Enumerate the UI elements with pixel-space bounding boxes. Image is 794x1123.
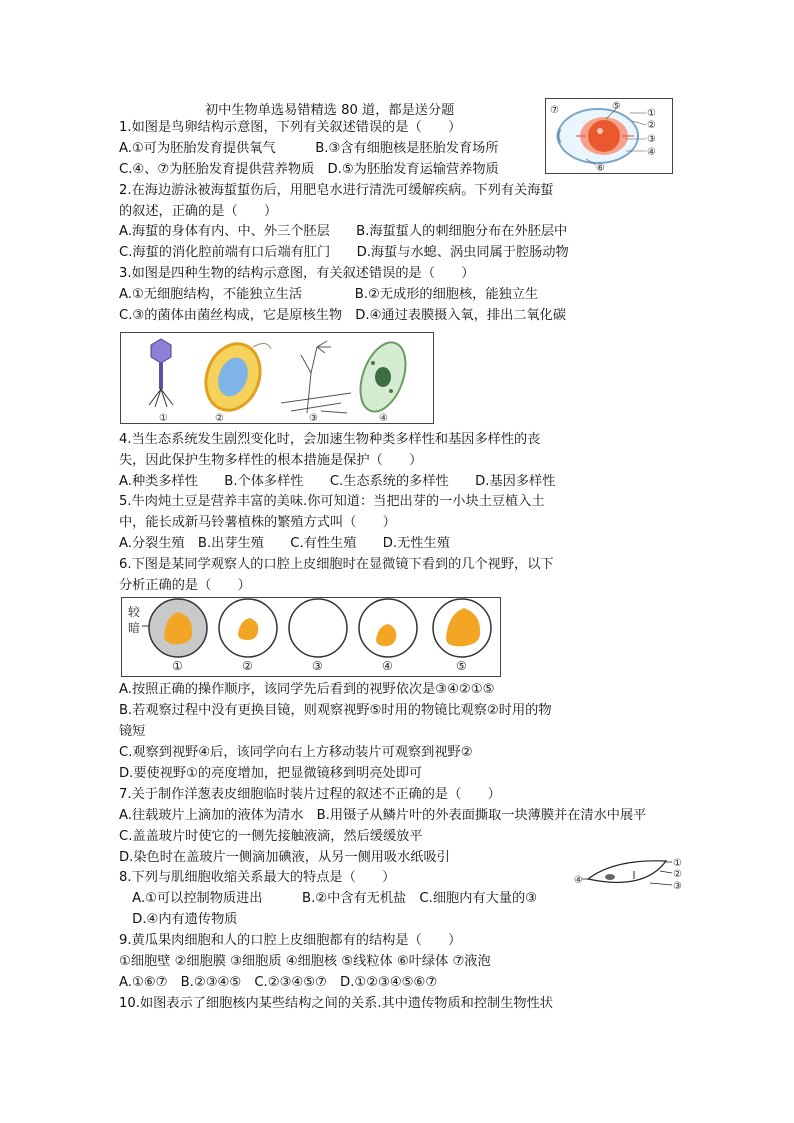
- q8-stem: 8.下列与肌细胞收缩关系最大的特点是（ ）: [119, 870, 396, 885]
- q1-stem: 1.如图是鸟卵结构示意图，下列有关叙述错误的是（ ）: [119, 120, 462, 135]
- q6-option-d: D.要使视野①的亮度增加，把显微镜移到明亮处即可: [119, 766, 423, 781]
- egg-label-3: ③: [647, 134, 656, 145]
- field-1: [149, 599, 207, 657]
- q8-options-abc: A.①可以控制物质进出 B.②中含有无机盐 C.细胞内有大量的③: [119, 891, 537, 906]
- q6-option-c: C.观察到视野④后，该同学向右上方移动装片可观察到视野②: [119, 745, 473, 760]
- bacterium-drawing: [197, 336, 271, 418]
- q3-stem: 3.如图是四种生物的结构示意图，有关叙述错误的是（ ）: [119, 266, 475, 281]
- q7-stem: 7.关于制作洋葱表皮细胞临时装片过程的叙述不正确的是（ ）: [119, 787, 501, 802]
- q5-options: A.分裂生殖 B.出芽生殖 C.有性生殖 D.无性生殖: [119, 536, 450, 551]
- q3-options-ab: A.①无细胞结构，不能独立生活 B.②无成形的细胞核，能独立生: [119, 287, 539, 302]
- field-5: [433, 599, 491, 657]
- organism-label-3: ③: [309, 413, 318, 423]
- egg-label-2: ②: [647, 120, 656, 131]
- field-4: [359, 599, 417, 657]
- q4-options: A.种类多样性 B.个体多样性 C.生态系统的多样性 D.基因多样性: [119, 474, 556, 489]
- field-3: [289, 599, 347, 657]
- q7-option-d: D.染色时在盖玻片一侧滴加碘液，从另一侧用吸水纸吸引: [119, 850, 450, 865]
- q10-stem: 10.如图表示了细胞核内某些结构之间的关系.其中遗传物质和控制生物性状: [119, 996, 553, 1011]
- organisms-illustration: [121, 333, 433, 423]
- egg-label-1: ①: [647, 108, 656, 119]
- q1-options-cd: C.④、⑦为胚胎发育提供营养物质 D.⑤为胚胎发育运输营养物质: [119, 162, 499, 177]
- q6-stem-line2: 分析正确的是（ ）: [119, 578, 251, 593]
- field-2: [219, 599, 277, 657]
- q5-stem-line2: 中，能长成新马铃薯植株的繁殖方式叫（ ）: [119, 515, 396, 530]
- egg-label-5: ⑤: [612, 101, 621, 112]
- organism-label-4: ④: [379, 413, 388, 423]
- muscle-label-1: ①: [673, 858, 682, 869]
- dark-label-1: 较: [128, 605, 141, 619]
- q1-options-ab: A.①可为胚胎发育提供氧气 B.③含有细胞核是胚胎发育场所: [119, 141, 499, 156]
- q9-options: A.①⑥⑦ B.②③④⑤ C.②③④⑤⑦ D.①②③④⑤⑥⑦: [119, 975, 438, 990]
- q6-option-b: B.若观察过程中没有更换目镜，则观察视野⑤时用的物镜比观察②时用的物: [119, 703, 552, 718]
- q6-option-b-cont: 镜短: [119, 724, 146, 739]
- egg-label-4: ④: [647, 147, 656, 158]
- bird-egg-figure: [545, 98, 673, 174]
- q6-option-a: A.按照正确的操作顺序，该同学先后看到的视野依次是③④②①⑤: [119, 682, 495, 697]
- muscle-label-4: ④: [574, 875, 583, 886]
- q8-option-d: D.④内有遗传物质: [119, 912, 238, 927]
- q9-items: ①细胞壁 ②细胞膜 ③细胞质 ④细胞核 ⑤线粒体 ⑥叶绿体 ⑦液泡: [119, 954, 491, 969]
- q4-stem-line2: 失，因此保护生物多样性的根本措施是保护（ ）: [119, 453, 423, 468]
- muscle-cell-illustration: [574, 857, 684, 897]
- muscle-cell-figure: [574, 857, 684, 897]
- field-label-1: ①: [172, 659, 183, 673]
- q2-stem-line2: 的叙述，正确的是（ ）: [119, 204, 278, 219]
- mold-drawing: [281, 341, 351, 413]
- muscle-label-3: ③: [673, 881, 682, 892]
- muscle-label-2: ②: [673, 869, 682, 880]
- q6-stem-line1: 6.下图是某同学观察人的口腔上皮细胞时在显微镜下看到的几个视野，以下: [119, 557, 554, 572]
- protist-drawing: [352, 336, 414, 417]
- bird-egg-illustration: [546, 99, 672, 173]
- microscope-fields-illustration: [122, 598, 500, 676]
- organism-label-1: ①: [159, 413, 168, 423]
- egg-label-7: ⑦: [550, 105, 559, 116]
- four-organisms-figure: [120, 332, 434, 424]
- q5-stem-line1: 5.牛肉炖土豆是营养丰富的美味.你可知道：当把出芽的一小块土豆植入土: [119, 494, 545, 509]
- microscope-fields-figure: [121, 597, 501, 677]
- q2-options-cd: C.海蜇的消化腔前端有口后端有肛门 D.海蜇与水螅、涡虫同属于腔肠动物: [119, 245, 569, 260]
- field-label-4: ④: [382, 659, 393, 673]
- field-label-3: ③: [312, 659, 323, 673]
- dark-label-2: 暗: [128, 621, 141, 635]
- q2-options-ab: A.海蜇的身体有内、中、外三个胚层 B.海蜇蜇人的刺细胞分布在外胚层中: [119, 224, 568, 239]
- field-label-2: ②: [242, 659, 253, 673]
- document-title: 初中生物单选易错精选 80 道，都是送分题: [205, 103, 455, 118]
- q3-options-cd: C.③的菌体由菌丝构成，它是原核生物 D.④通过表膜摄入氧，排出二氧化碳: [119, 308, 567, 323]
- q4-stem-line1: 4.当生态系统发生剧烈变化时，会加速生物种类多样性和基因多样性的丧: [119, 432, 541, 447]
- organism-label-2: ②: [215, 413, 224, 423]
- virus-drawing: [149, 339, 173, 407]
- q7-option-ab: A.往载玻片上滴加的液体为清水 B.用镊子从鳞片叶的外表面撕取一块薄膜并在清水中展平: [119, 808, 647, 823]
- egg-label-6: ⑥: [596, 163, 605, 173]
- q7-option-c: C.盖盖玻片时使它的一侧先接触液滴，然后缓缓放平: [119, 829, 423, 844]
- field-label-5: ⑤: [456, 659, 467, 673]
- q2-stem-line1: 2.在海边游泳被海蜇蜇伤后，用肥皂水进行清洗可缓解疾病。下列有关海蜇: [119, 183, 554, 198]
- q9-stem: 9.黄瓜果肉细胞和人的口腔上皮细胞都有的结构是（ ）: [119, 933, 462, 948]
